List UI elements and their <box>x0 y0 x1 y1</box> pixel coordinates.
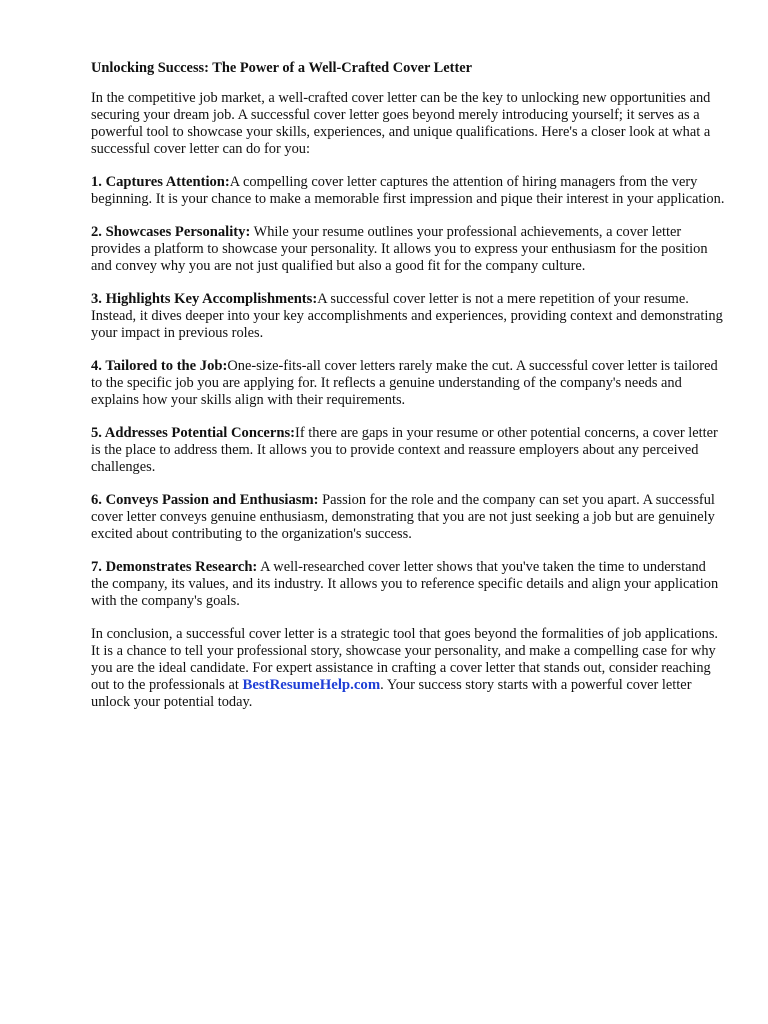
item-text: One-size-fits-all cover letters rarely make the cut. A successful cover letter is tailored to the specific job you are applying for. It reflects a genuine understanding of the company's needs and explains how your skills align with their requirements. <box>91 358 718 408</box>
list-item <box>91 358 727 409</box>
bestresumehelp-link[interactable]: BestResumeHelp.com <box>242 677 381 693</box>
item-heading: 1. Captures Attention: <box>91 174 230 190</box>
item-heading: 3. Highlights Key Accomplishments: <box>91 291 318 307</box>
item-text: If there are gaps in your resume or other potential concerns, a cover letter is the place to address them. It allows you to provide context and reassure employers about any perceived challenges. <box>91 425 718 475</box>
list-item <box>91 224 727 275</box>
item-text: A compelling cover letter captures the attention of hiring managers from the very beginning. It is your chance to make a memorable first impression and pique their interest in your application. <box>91 174 725 207</box>
item-text: While your resume outlines your professional achievements, a cover letter provides a platform to showcase your personality. It allows you to express your enthusiasm for the position and convey why you are not just qualified but also a good fit for the company culture. <box>91 224 708 274</box>
document-title: Unlocking Success: The Power of a Well-Crafted Cover Letter <box>91 60 473 76</box>
list-item <box>91 291 727 342</box>
list-item <box>91 492 727 543</box>
list-item <box>91 174 727 208</box>
item-heading: 4. Tailored to the Job: <box>91 358 228 374</box>
intro-paragraph: In the competitive job market, a well-crafted cover letter can be the key to unlocking new opportunities and securing your dream job. A successful cover letter goes beyond merely introducing yourself; it serves as a powerful tool to showcase your skills, experiences, and unique qualifications. Here's a closer look at what a successful cover letter can do for you: <box>91 90 711 157</box>
document-page <box>91 60 727 727</box>
list-item <box>91 559 727 610</box>
list-item <box>91 425 727 476</box>
item-heading: 6. Conveys Passion and Enthusiasm: <box>91 492 319 508</box>
item-heading: 2. Showcases Personality: <box>91 224 251 240</box>
conclusion-text-end: . Your success story starts with a powerful cover letter unlock your potential today. <box>91 677 706 710</box>
conclusion-paragraph <box>91 626 727 711</box>
item-text: A successful cover letter is not a mere repetition of your resume. Instead, it dives deeper into your key accomplishments and experiences, providing context and demonstrating your impact in previous roles. <box>91 291 723 341</box>
item-text: A well-researched cover letter shows that you've taken the time to understand the company, its values, and its industry. It allows you to reference specific details and align your application with the company's goals. <box>91 559 719 609</box>
item-heading: 7. Demonstrates Research: <box>91 559 258 575</box>
conclusion-text: In conclusion, a successful cover letter is a strategic tool that goes beyond the formalities of job applications. It is a chance to tell your professional story, showcase your personality, and make a compelling case for why you are the ideal candidate. For expert assistance in crafting a cover letter that stands out, consider reaching out to the professionals at <box>91 626 719 693</box>
item-text: Passion for the role and the company can set you apart. A successful cover letter conveys genuine enthusiasm, demonstrating that you are not just seeking a job but are genuinely excited about contributing to the organization's success. <box>91 492 715 542</box>
item-heading: 5. Addresses Potential Concerns: <box>91 425 296 441</box>
